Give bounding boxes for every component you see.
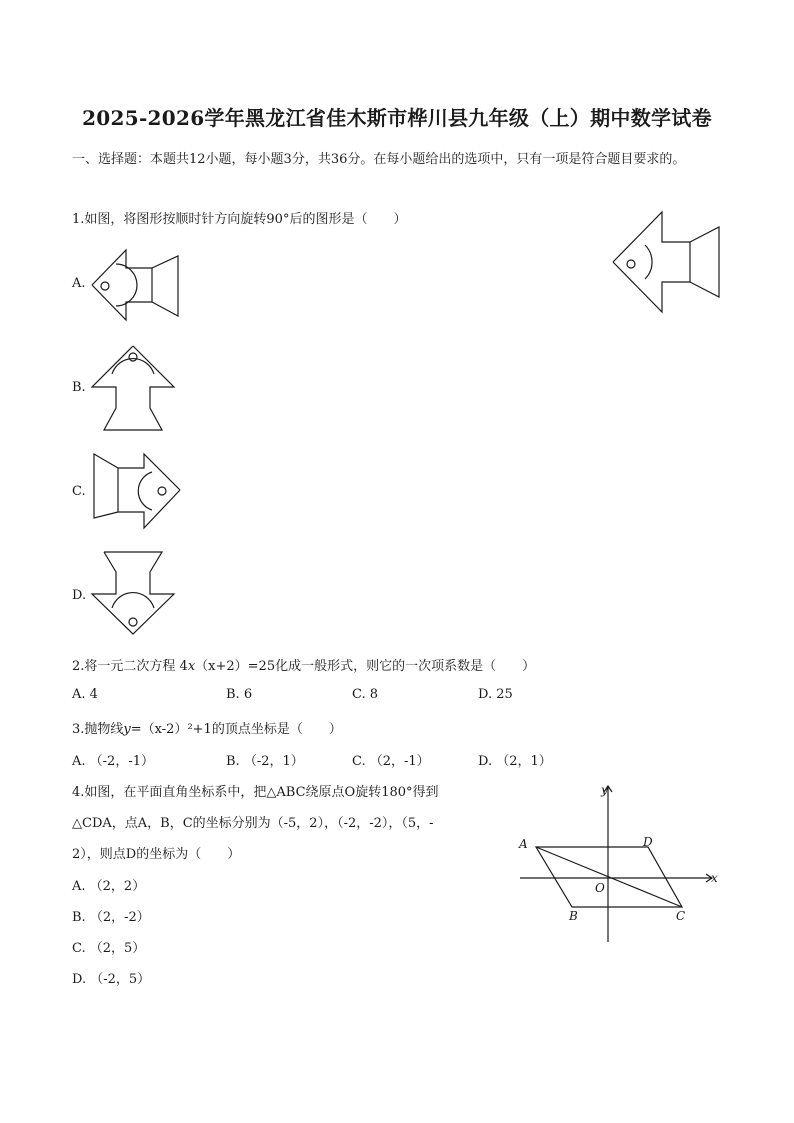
q1-option-c-label: C. [72, 484, 86, 499]
section-instructions: 一、选择题：本题共12小题，每小题3分，共36分。在每小题给出的选项中，只有一项是符合题目要求的。 [72, 152, 686, 167]
question-stem-variable: y [123, 722, 131, 737]
q1-option-b-label: B. [72, 380, 86, 395]
question-number: 1. [72, 212, 85, 227]
question-stem-part: 如图，在平面直角坐标系中，把△ABC绕原点O旋转180°得到 [84, 785, 439, 800]
q2-option-b: B. 6 [226, 687, 253, 702]
fish-tail-outline [152, 256, 178, 316]
q1-option-a-figure [88, 240, 188, 330]
question-number: 2. [72, 659, 85, 674]
point-d-label: D [643, 835, 653, 849]
y-axis-label: y [601, 783, 608, 797]
q4-option-c: C. （2，5） [72, 941, 146, 956]
q3-option-d: D. （2，1） [478, 754, 552, 769]
q3-option-b: B. （-2，1） [226, 754, 304, 769]
question-3 [72, 718, 342, 737]
q1-option-c-figure [88, 448, 188, 533]
question-stem-variable: x [187, 659, 196, 674]
q4-option-a: A. （2，2） [72, 879, 146, 894]
fish-body-outline [118, 454, 180, 528]
q2-option-d: D. 25 [478, 687, 513, 702]
point-a-label: A [519, 837, 528, 851]
fish-eye [101, 282, 109, 290]
exam-title: 2025-2026学年黑龙江省佳木斯市桦川县九年级（上）期中数学试卷 [82, 106, 712, 130]
question-stem-part: =（x-2）²+1的顶点坐标是（ ） [130, 722, 342, 737]
q1-option-a-label: A. [72, 276, 86, 291]
fish-eye [158, 487, 166, 495]
question-number: 3. [72, 722, 85, 737]
q2-option-a: A. 4 [72, 687, 98, 702]
q1-option-b-figure [88, 342, 188, 437]
q3-option-c: C. （2，-1） [352, 754, 430, 769]
q3-option-a: A. （-2，-1） [72, 754, 154, 769]
fish-gill-arc [138, 472, 152, 510]
question-stem-part: 将一元二次方程 4 [84, 659, 188, 674]
question-1 [72, 208, 406, 227]
question-stem-part: 抛物线 [84, 722, 124, 737]
fish-tail-outline [94, 454, 118, 518]
x-axis-label: x [711, 871, 718, 885]
fish-gill-arc [116, 264, 137, 306]
question-2 [72, 655, 535, 674]
question-stem-part: （x+2）=25化成一般形式，则它的一次项系数是（ ） [195, 659, 536, 674]
origin-label: O [595, 881, 605, 895]
q2-option-c: C. 8 [352, 687, 379, 702]
question-4-line-1 [72, 781, 439, 800]
fish-tail-outline [690, 227, 719, 297]
question-4-line-2: △CDA，点A，B，C的坐标分别为（-5，2），（-2，-2），（5，- [72, 816, 434, 831]
fish-eye [129, 353, 137, 361]
q4-option-d: D. （-2，5） [72, 972, 151, 987]
diagonal-ac [536, 847, 682, 907]
q4-option-b: B. （2，-2） [72, 910, 150, 925]
point-c-label: C [676, 909, 686, 923]
q4-coordinate-figure [510, 780, 730, 950]
fish-gill-arc [112, 593, 154, 608]
q1-reference-figure [605, 205, 730, 315]
question-stem: 如图，将图形按顺时针方向旋转90°后的图形是（ ） [84, 212, 407, 227]
q1-option-d-label: D. [72, 588, 87, 603]
fish-gill-arc [645, 245, 652, 279]
fish-eye [627, 260, 635, 268]
question-number: 4. [72, 785, 85, 800]
fish-eye [129, 618, 137, 626]
q1-option-d-figure [88, 548, 188, 640]
point-b-label: B [569, 909, 578, 923]
question-4-line-3: 2），则点D的坐标为（ ） [72, 847, 241, 862]
